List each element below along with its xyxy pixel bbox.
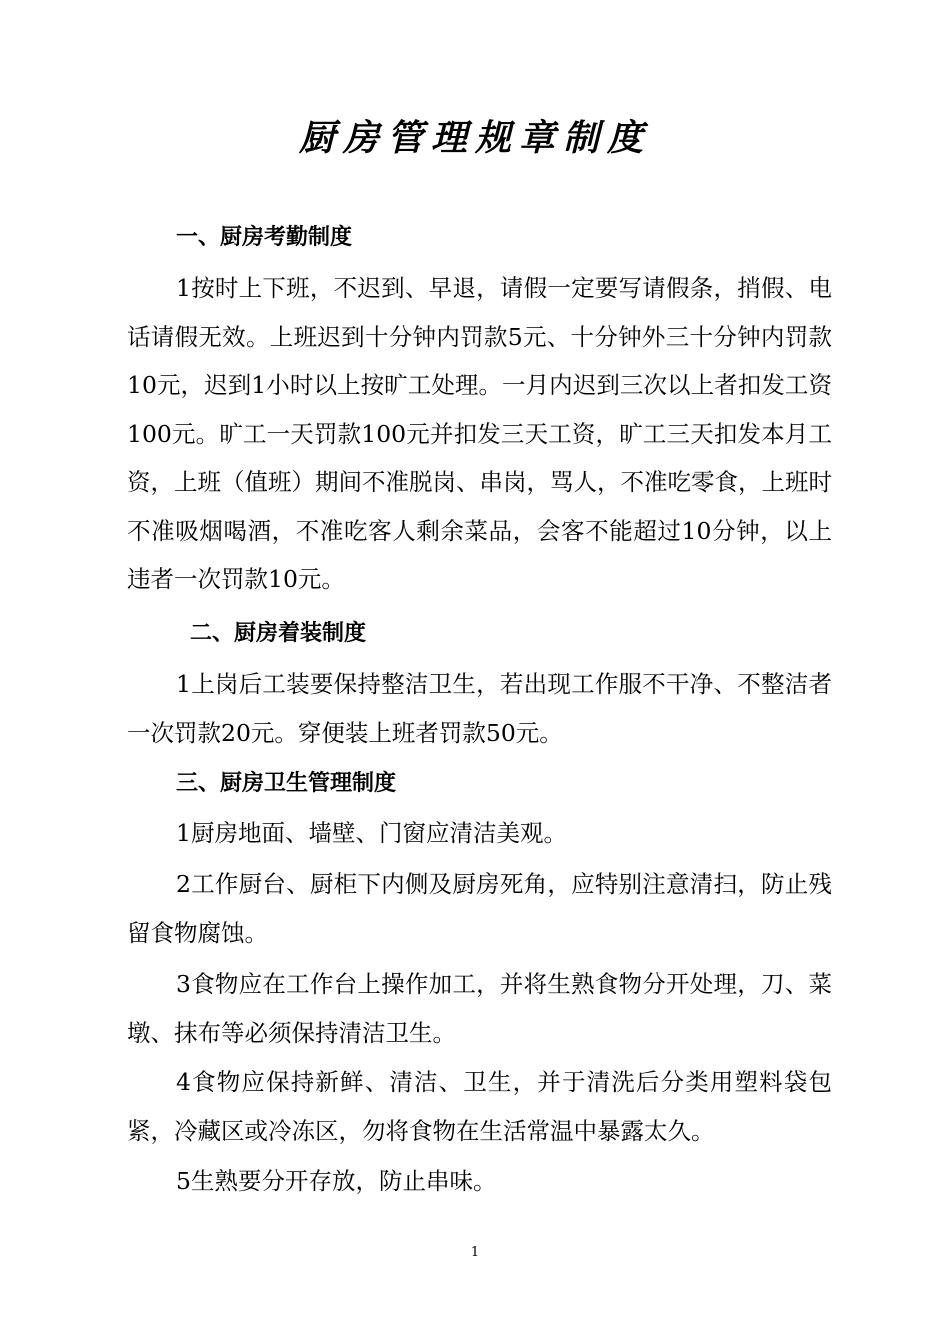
paragraph-hygiene-4: 4食物应保持新鲜、清洁、卫生，并于清洗后分类用塑料袋包紧，冷藏区或冷冻区，勿将食物在生活常温中暴露太久。 [127, 1068, 832, 1145]
paragraph-hygiene-2: 2工作厨台、厨柜下内侧及厨房死角，应特别注意清扫，防止残留食物腐蚀。 [127, 870, 832, 947]
section-heading-attendance: 一、厨房考勤制度 [176, 225, 353, 250]
paragraph-hygiene-1: 1厨房地面、墙壁、门窗应清洁美观。 [176, 819, 567, 847]
paragraph-dress-1: 1上岗后工装要保持整洁卫生，若出现工作服不干净、不整洁者一次罚款20元。穿便装上班者罚款50元。 [127, 670, 832, 747]
paragraph-hygiene-3: 3食物应在工作台上操作加工，并将生熟食物分开处理，刀、菜墩、抹布等必须保持清洁卫生。 [127, 970, 832, 1047]
document-title: 厨房管理规章制度 [298, 117, 651, 159]
page-number: 1 [470, 1245, 480, 1260]
paragraph-attendance-1: 1按时上下班，不迟到、早退，请假一定要写请假条，捎假、电话请假无效。上班迟到十分钟内罚款5元、十分钟外三十分钟内罚款10元，迟到1小时以上按旷工处理。一月内迟到三次以上者扣发工资100元。旷工一天罚款100元并扣发三天工资，旷工三天扣发本月工资，上班（值班）期间不准脱岗、串岗，骂人，不准吃零食，上班时不准吸烟喝酒，不准吃客人剩余菜品，会客不能超过10分钟，以上违者一次罚款10元。 [127, 274, 832, 593]
section-heading-dress: 二、厨房着装制度 [190, 621, 367, 646]
paragraph-hygiene-5: 5生熟要分开存放，防止串味。 [176, 1167, 497, 1195]
section-heading-hygiene: 三、厨房卫生管理制度 [176, 771, 397, 796]
